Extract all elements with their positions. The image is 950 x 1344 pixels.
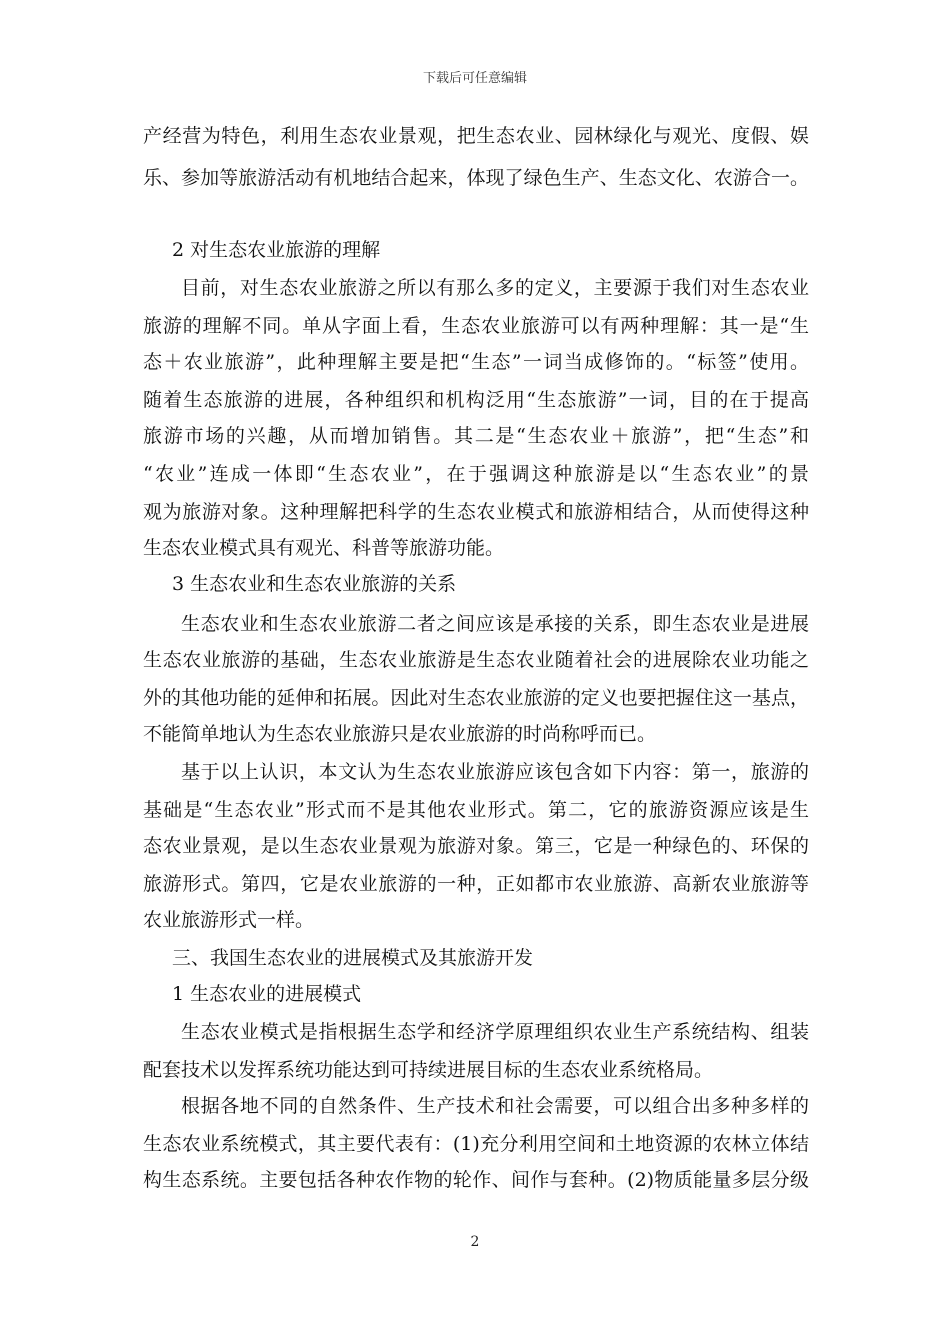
text-line: 生态农业系统模式，其主要代表有：(1)充分利用空间和土地资源的农林立体结 xyxy=(143,1133,809,1155)
text-line: 旅游市场的兴趣，从而增加销售。其二是“生态农业＋旅游”，把“生态”和 xyxy=(143,425,809,447)
text-line: 乐、参加等旅游活动有机地结合起来，体现了绿色生产、生态文化、农游合一。 xyxy=(143,167,809,189)
text-line: 配套技术以发挥系统功能达到可持续进展目标的生态农业系统格局。 xyxy=(143,1059,714,1081)
paragraph-first-line: 生态农业模式是指根据生态学和经济学原理组织农业生产系统结构、组装 xyxy=(181,1021,809,1043)
section-heading: 3 生态农业和生态农业旅游的关系 xyxy=(172,573,457,595)
section-heading: 1 生态农业的进展模式 xyxy=(172,983,362,1005)
page-header: 下载后可任意编辑 xyxy=(422,71,527,86)
section-heading: 三、我国生态农业的进展模式及其旅游开发 xyxy=(172,947,534,969)
text-line: “农业”连成一体即“生态农业”，在于强调这种旅游是以“生态农业”的景 xyxy=(143,463,809,485)
text-line: 旅游的理解不同。单从字面上看，生态农业旅游可以有两种理解：其一是“生 xyxy=(143,315,809,337)
text-line: 不能简单地认为生态农业旅游只是农业旅游的时尚称呼而已。 xyxy=(143,723,657,745)
paragraph-first-line: 基于以上认识，本文认为生态农业旅游应该包含如下内容：第一，旅游的 xyxy=(181,761,809,783)
text-line: 生态农业模式具有观光、科普等旅游功能。 xyxy=(143,537,505,559)
text-line: 基础是“生态农业”形式而不是其他农业形式。第二，它的旅游资源应该是生 xyxy=(143,799,809,821)
text-line: 农业旅游形式一样。 xyxy=(143,909,315,931)
text-line: 外的其他功能的延伸和拓展。因此对生态农业旅游的定义也要把握住这一基点， xyxy=(143,687,809,709)
text-line: 态＋农业旅游”，此种理解主要是把“生态”一词当成修饰的。“标签”使用。 xyxy=(143,351,809,373)
text-line: 构生态系统。主要包括各种农作物的轮作、间作与套种。(2)物质能量多层分级 xyxy=(143,1169,809,1191)
text-line: 态农业景观，是以生态农业景观为旅游对象。第三，它是一种绿色的、环保的 xyxy=(143,835,809,857)
paragraph-first-line: 生态农业和生态农业旅游二者之间应该是承接的关系，即生态农业是进展 xyxy=(181,613,809,635)
text-line: 观为旅游对象。这种理解把科学的生态农业模式和旅游相结合，从而使得这种 xyxy=(143,501,809,523)
text-line: 旅游形式。第四，它是农业旅游的一种，正如都市农业旅游、高新农业旅游等 xyxy=(143,873,809,895)
text-line: 随着生态旅游的进展，各种组织和机构泛用“生态旅游”一词，目的在于提高 xyxy=(143,389,809,411)
section-heading: 2 对生态农业旅游的理解 xyxy=(172,239,381,261)
text-line: 产经营为特色，利用生态农业景观，把生态农业、园林绿化与观光、度假、娱 xyxy=(143,125,809,147)
text-line: 生态农业旅游的基础，生态农业旅游是生态农业随着社会的进展除农业功能之 xyxy=(143,649,809,671)
paragraph-first-line: 根据各地不同的自然条件、生产技术和社会需要，可以组合出多种多样的 xyxy=(181,1095,809,1117)
paragraph-first-line: 目前，对生态农业旅游之所以有那么多的定义，主要源于我们对生态农业 xyxy=(181,277,809,299)
page-number: 2 xyxy=(470,1234,480,1250)
